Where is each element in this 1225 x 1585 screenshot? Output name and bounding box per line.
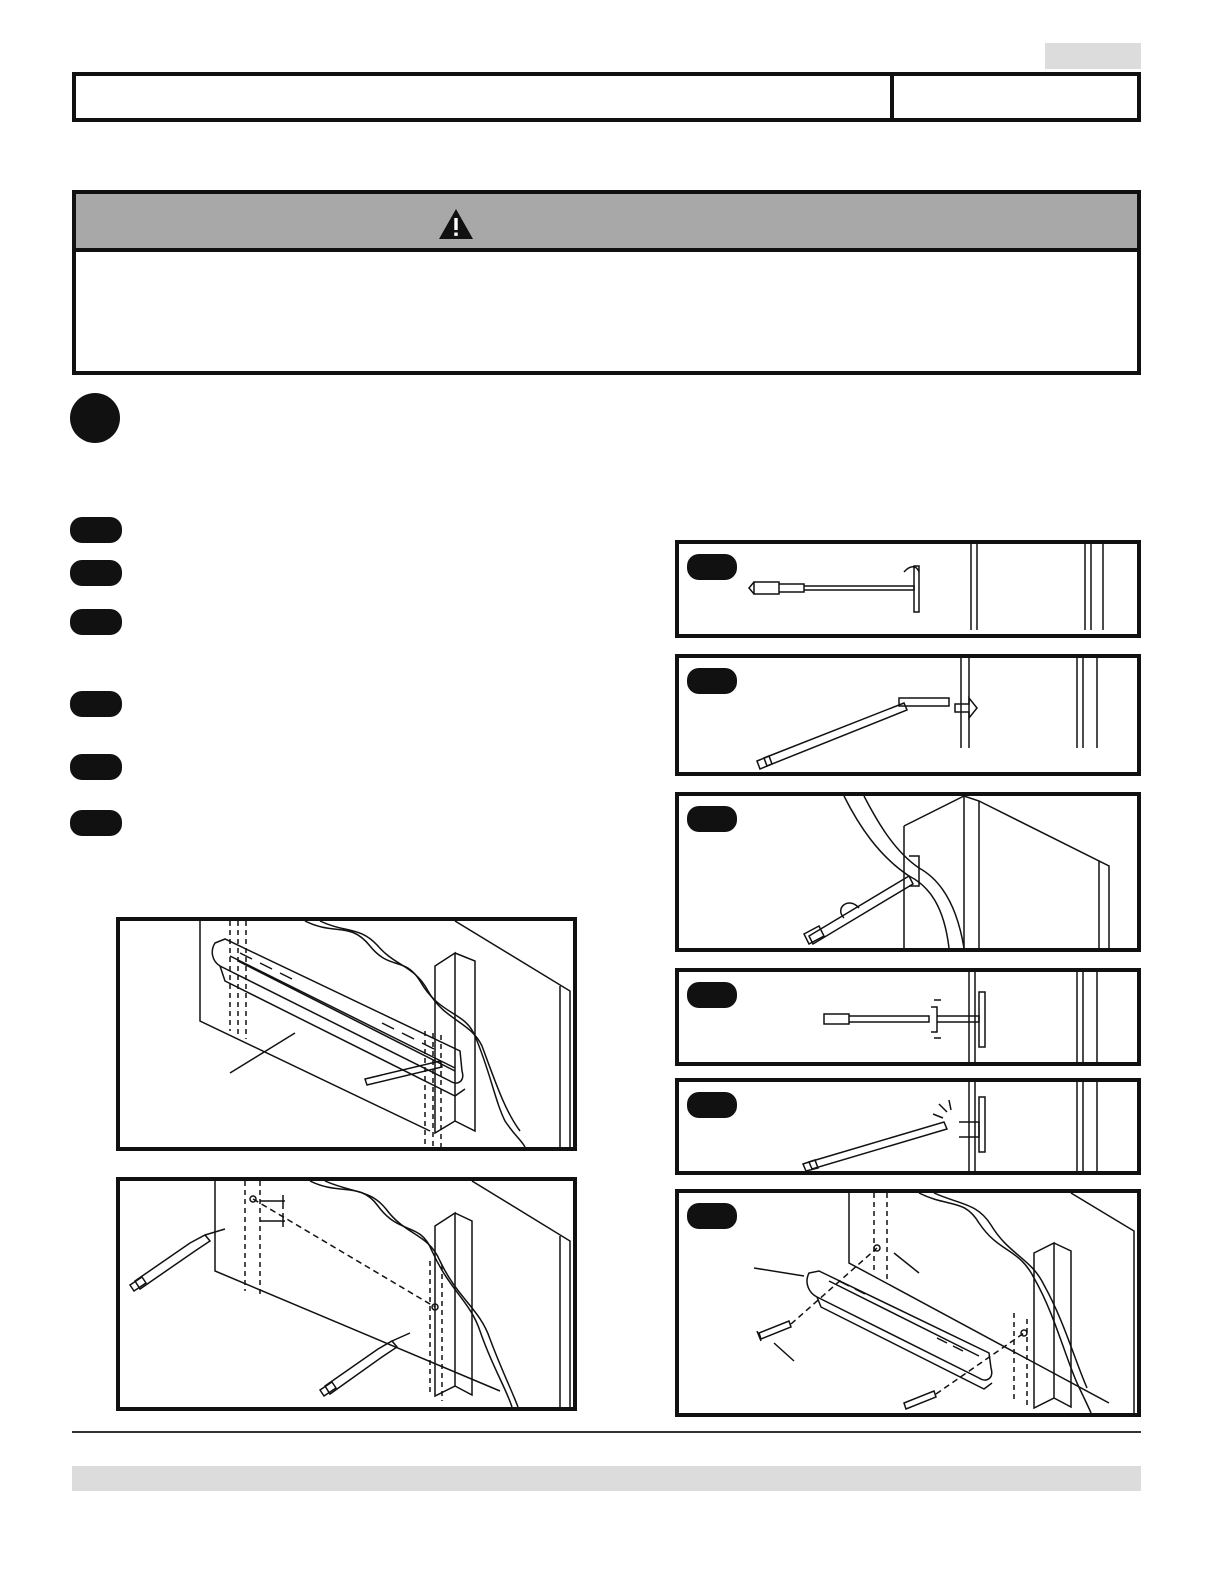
figure-drill-holes (116, 1177, 577, 1411)
figure-label-badge (687, 668, 737, 694)
figure-label-badge (687, 1203, 737, 1229)
warning-box (72, 190, 1141, 375)
toggle-in-wall-drawing (679, 796, 1137, 948)
footer-bar (72, 1466, 1141, 1491)
substep-badge (70, 691, 122, 717)
substep-badge (70, 517, 122, 543)
substep-badge (70, 754, 122, 780)
wall-plate-level-drawing (120, 921, 573, 1147)
insert-toggle-drawing (679, 658, 1137, 772)
attach-wall-plate-drawing (679, 1193, 1137, 1413)
figure-label-badge (687, 554, 737, 580)
figure-wall-plate-level (116, 917, 577, 1151)
snap-toggle-drawing (679, 1082, 1137, 1171)
figure-label-badge (687, 982, 737, 1008)
header-divider (890, 76, 894, 118)
figure-attach-wall-plate (675, 1189, 1141, 1417)
figure-toggle-in-wall (675, 792, 1141, 952)
substep-badge (70, 560, 122, 586)
substep-badge (70, 810, 122, 836)
figure-pull-toggle (675, 968, 1141, 1066)
figure-label-badge (687, 1092, 737, 1118)
figure-toggle-bolt-assembly (675, 540, 1141, 638)
warning-header (76, 194, 1137, 252)
figure-insert-toggle (675, 654, 1141, 776)
warning-triangle-icon (438, 208, 474, 240)
figure-label-badge (687, 806, 737, 832)
pull-toggle-drawing (679, 972, 1137, 1062)
figure-snap-toggle (675, 1078, 1141, 1175)
substep-badge (70, 609, 122, 635)
step-number-badge (70, 393, 120, 443)
drill-holes-drawing (120, 1181, 573, 1407)
footer-rule (72, 1431, 1141, 1433)
page-tab (1045, 43, 1141, 69)
header-box (72, 72, 1141, 122)
toggle-bolt-assembly-drawing (679, 544, 1137, 634)
